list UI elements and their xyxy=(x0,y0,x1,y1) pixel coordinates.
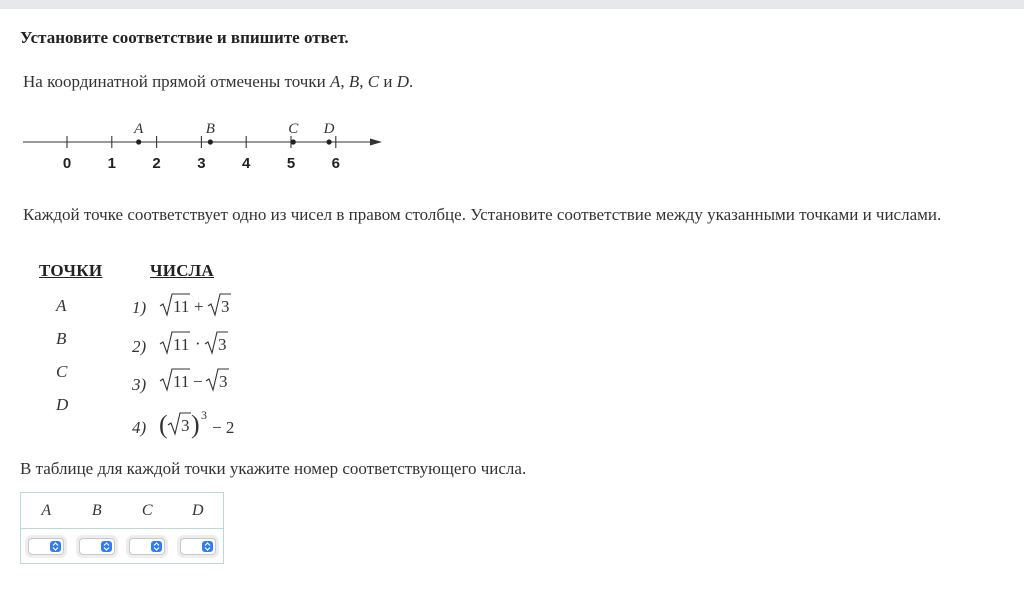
select-stepper-icon xyxy=(50,541,61,552)
option-number-1: 1) xyxy=(132,298,147,317)
intro-sep: , xyxy=(340,72,349,91)
description-text: Каждой точке соответствует одно из чисел в правом столбце. Установите соответствие между указанными точками и числами. xyxy=(23,205,942,224)
answer-select-a[interactable] xyxy=(28,538,64,555)
option-number-3: 3) xyxy=(132,375,147,394)
answer-table-header-row xyxy=(21,493,223,529)
radicand-3: 3 xyxy=(219,372,228,391)
options-expressions xyxy=(158,290,248,450)
expression-tail: − 2 xyxy=(212,418,235,437)
numbers-column-header: ЧИСЛА xyxy=(150,261,214,280)
paren-right: ) xyxy=(191,410,200,439)
point-dot-a xyxy=(136,139,141,144)
radicand-3: 3 xyxy=(221,297,230,316)
point-label-a: A xyxy=(134,121,144,137)
answer-cell-c xyxy=(122,529,173,564)
intro-text xyxy=(23,72,413,92)
intro-point-b: B xyxy=(348,72,360,91)
answer-cell-b xyxy=(72,529,123,564)
answer-select-c[interactable] xyxy=(129,538,165,555)
select-stepper-icon xyxy=(202,541,213,552)
exponent-3: 3 xyxy=(201,408,207,422)
intro-end: . xyxy=(408,72,414,91)
option-number-2: 2) xyxy=(132,337,147,356)
operator-minus: − xyxy=(193,372,203,391)
answer-header-d: D xyxy=(191,501,204,519)
expression-option-4 xyxy=(159,408,234,439)
tick-label: 4 xyxy=(242,155,251,172)
point-dot-b xyxy=(208,139,213,144)
point-label-a: A xyxy=(56,296,67,315)
radicand-3: 3 xyxy=(181,416,190,435)
intro-prefix: На координатной прямой отмечены точки xyxy=(23,72,330,91)
answer-header-c: C xyxy=(141,501,153,519)
answer-header-a: A xyxy=(41,501,52,519)
answer-select-d[interactable] xyxy=(180,538,216,555)
point-label-c: C xyxy=(56,362,68,381)
answer-header-b: B xyxy=(91,501,102,519)
operator-dot: · xyxy=(195,334,201,353)
answer-select-b[interactable] xyxy=(79,538,115,555)
expression-option-1 xyxy=(160,294,231,316)
point-label-d: D xyxy=(56,395,69,414)
radicand-11: 11 xyxy=(173,372,190,391)
intro-sep: , xyxy=(359,72,368,91)
intro-point-d: D xyxy=(396,72,409,91)
point-label-b: B xyxy=(56,329,67,348)
point-dot-c xyxy=(291,139,296,144)
paren-left: ( xyxy=(159,410,168,439)
points-column-header: ТОЧКИ xyxy=(39,261,103,280)
answer-table xyxy=(20,492,224,564)
option-number-4: 4) xyxy=(132,418,147,437)
number-line xyxy=(18,115,388,175)
radicand-11: 11 xyxy=(173,335,190,354)
answer-cell-a xyxy=(21,529,72,564)
radicand-11: 11 xyxy=(173,297,190,316)
select-stepper-icon xyxy=(101,541,112,552)
axis-arrow-icon xyxy=(370,139,382,146)
point-label-d: D xyxy=(323,121,335,137)
tick-label: 1 xyxy=(107,155,116,172)
tick-label: 2 xyxy=(152,155,161,172)
expression-option-3 xyxy=(160,369,229,391)
point-dot-d xyxy=(326,139,331,144)
tick-label: 3 xyxy=(197,155,206,172)
instruction-text: В таблице для каждой точки укажите номер соответствующего числа. xyxy=(20,459,527,478)
intro-point-a: A xyxy=(329,72,341,91)
tick-label: 5 xyxy=(286,155,296,172)
tick-label: 6 xyxy=(331,155,340,172)
answer-table-select-row xyxy=(21,529,223,564)
point-label-b: B xyxy=(205,121,215,137)
intro-and: и xyxy=(379,72,397,91)
intro-point-c: C xyxy=(367,72,380,91)
expression-option-2 xyxy=(160,332,228,354)
tick-label: 0 xyxy=(62,155,72,172)
task-title: Установите соответствие и впишите ответ. xyxy=(20,28,349,47)
select-stepper-icon xyxy=(151,541,162,552)
top-strip xyxy=(0,0,1024,9)
operator-plus: + xyxy=(194,297,204,316)
point-label-c: C xyxy=(288,121,299,137)
radicand-3: 3 xyxy=(218,335,227,354)
answer-cell-d xyxy=(173,529,224,564)
